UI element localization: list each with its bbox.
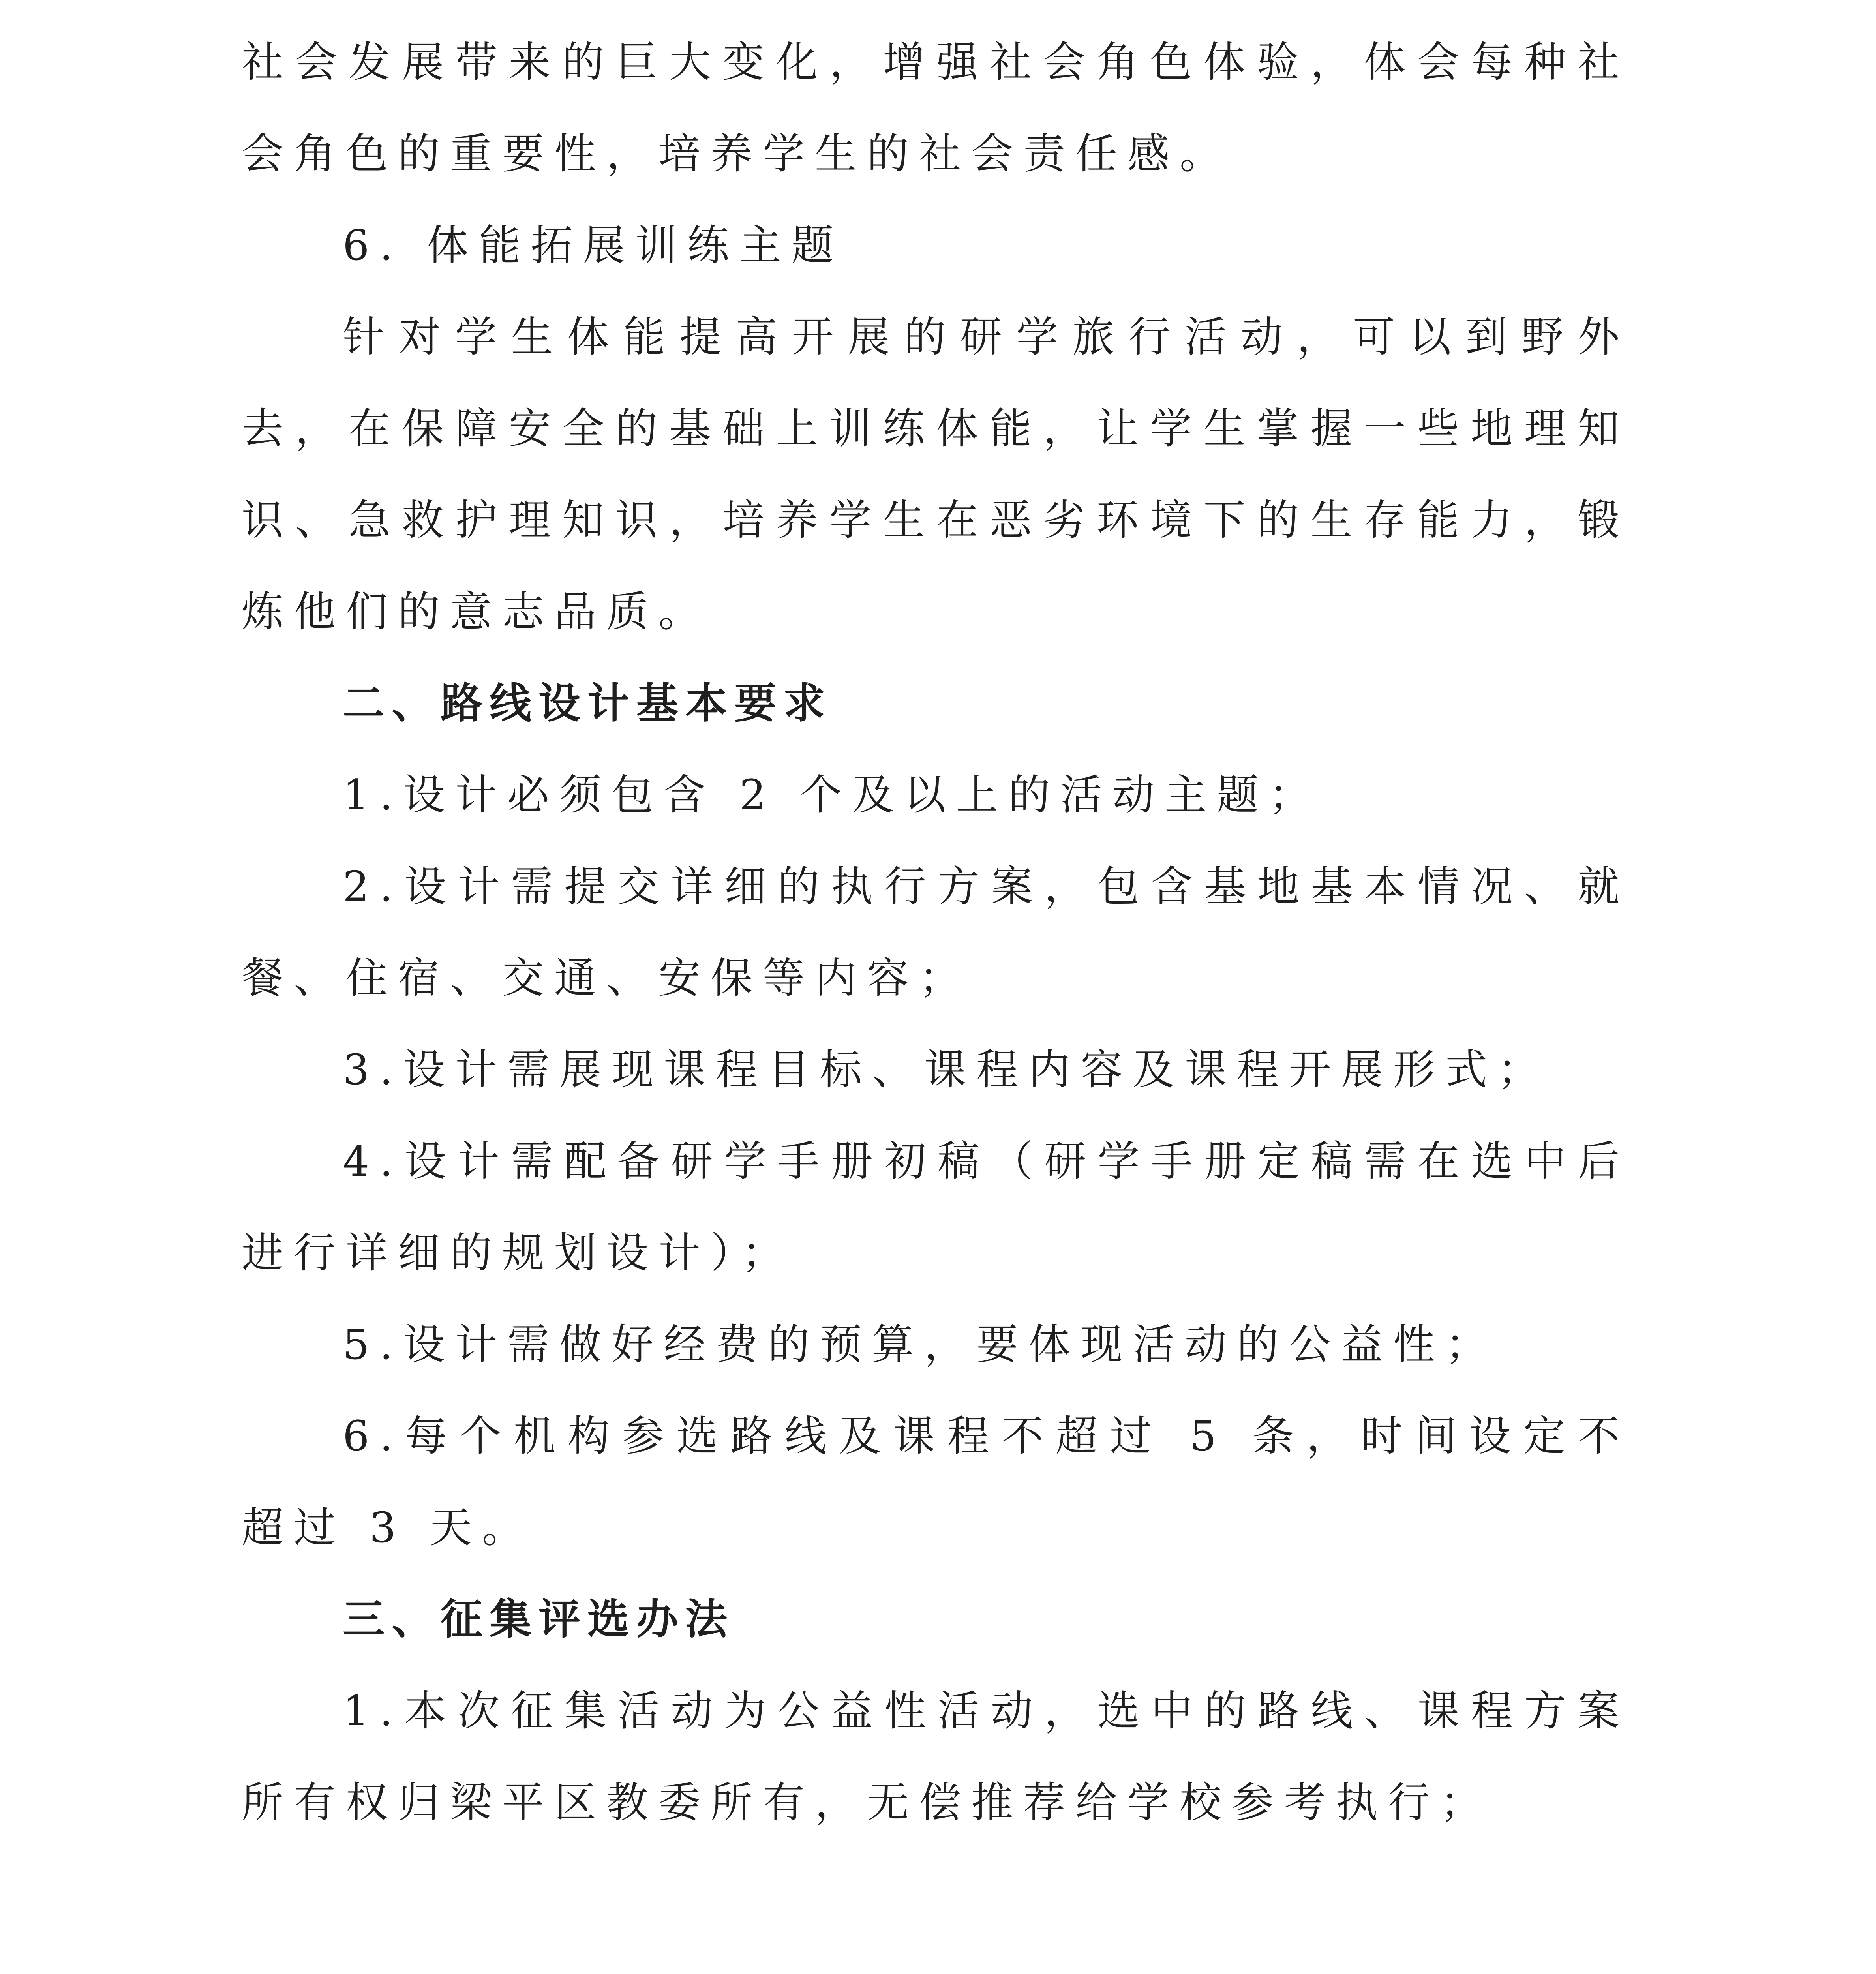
section-heading-selection-method: 三、征集评选办法 — [343, 1595, 734, 1644]
document-body — [242, 17, 1630, 1848]
route-requirement-2: 2.设计需提交详细的执行方案，包含基地基本情况、就餐、住宿、交通、安保等内容； — [242, 862, 1630, 1002]
section-heading-route-design: 二、路线设计基本要求 — [343, 679, 832, 728]
paragraph-physical-training-title: 6. 体能拓展训练主题 — [343, 221, 844, 270]
route-requirement-3: 3.设计需展现课程目标、课程内容及课程开展形式； — [343, 1045, 1550, 1094]
route-requirement-1: 1.设计必须包含 2 个及以上的活动主题； — [343, 771, 1321, 819]
selection-method-1: 1.本次征集活动为公益性活动，选中的路线、课程方案所有权归梁平区教委所有，无偿推荐给学校参考执行； — [242, 1687, 1630, 1827]
route-requirement-4: 4.设计需配备研学手册初稿（研学手册定稿需在选中后进行详细的规划设计）； — [242, 1137, 1630, 1277]
paragraph-social-role-continuation: 社会发展带来的巨大变化，增强社会角色体验，体会每种社会角色的重要性，培养学生的社会责任感。 — [242, 38, 1630, 178]
route-requirement-5: 5.设计需做好经费的预算，要体现活动的公益性； — [343, 1320, 1498, 1369]
route-requirement-6: 6.每个机构参选路线及课程不超过 5 条，时间设定不超过 3 天。 — [242, 1412, 1630, 1552]
paragraph-physical-training-body: 针对学生体能提高开展的研学旅行活动，可以到野外去，在保障安全的基础上训练体能，让学生掌握一些地理知识、急救护理知识，培养学生在恶劣环境下的生存能力，锻炼他们的意志品质。 — [242, 313, 1630, 636]
